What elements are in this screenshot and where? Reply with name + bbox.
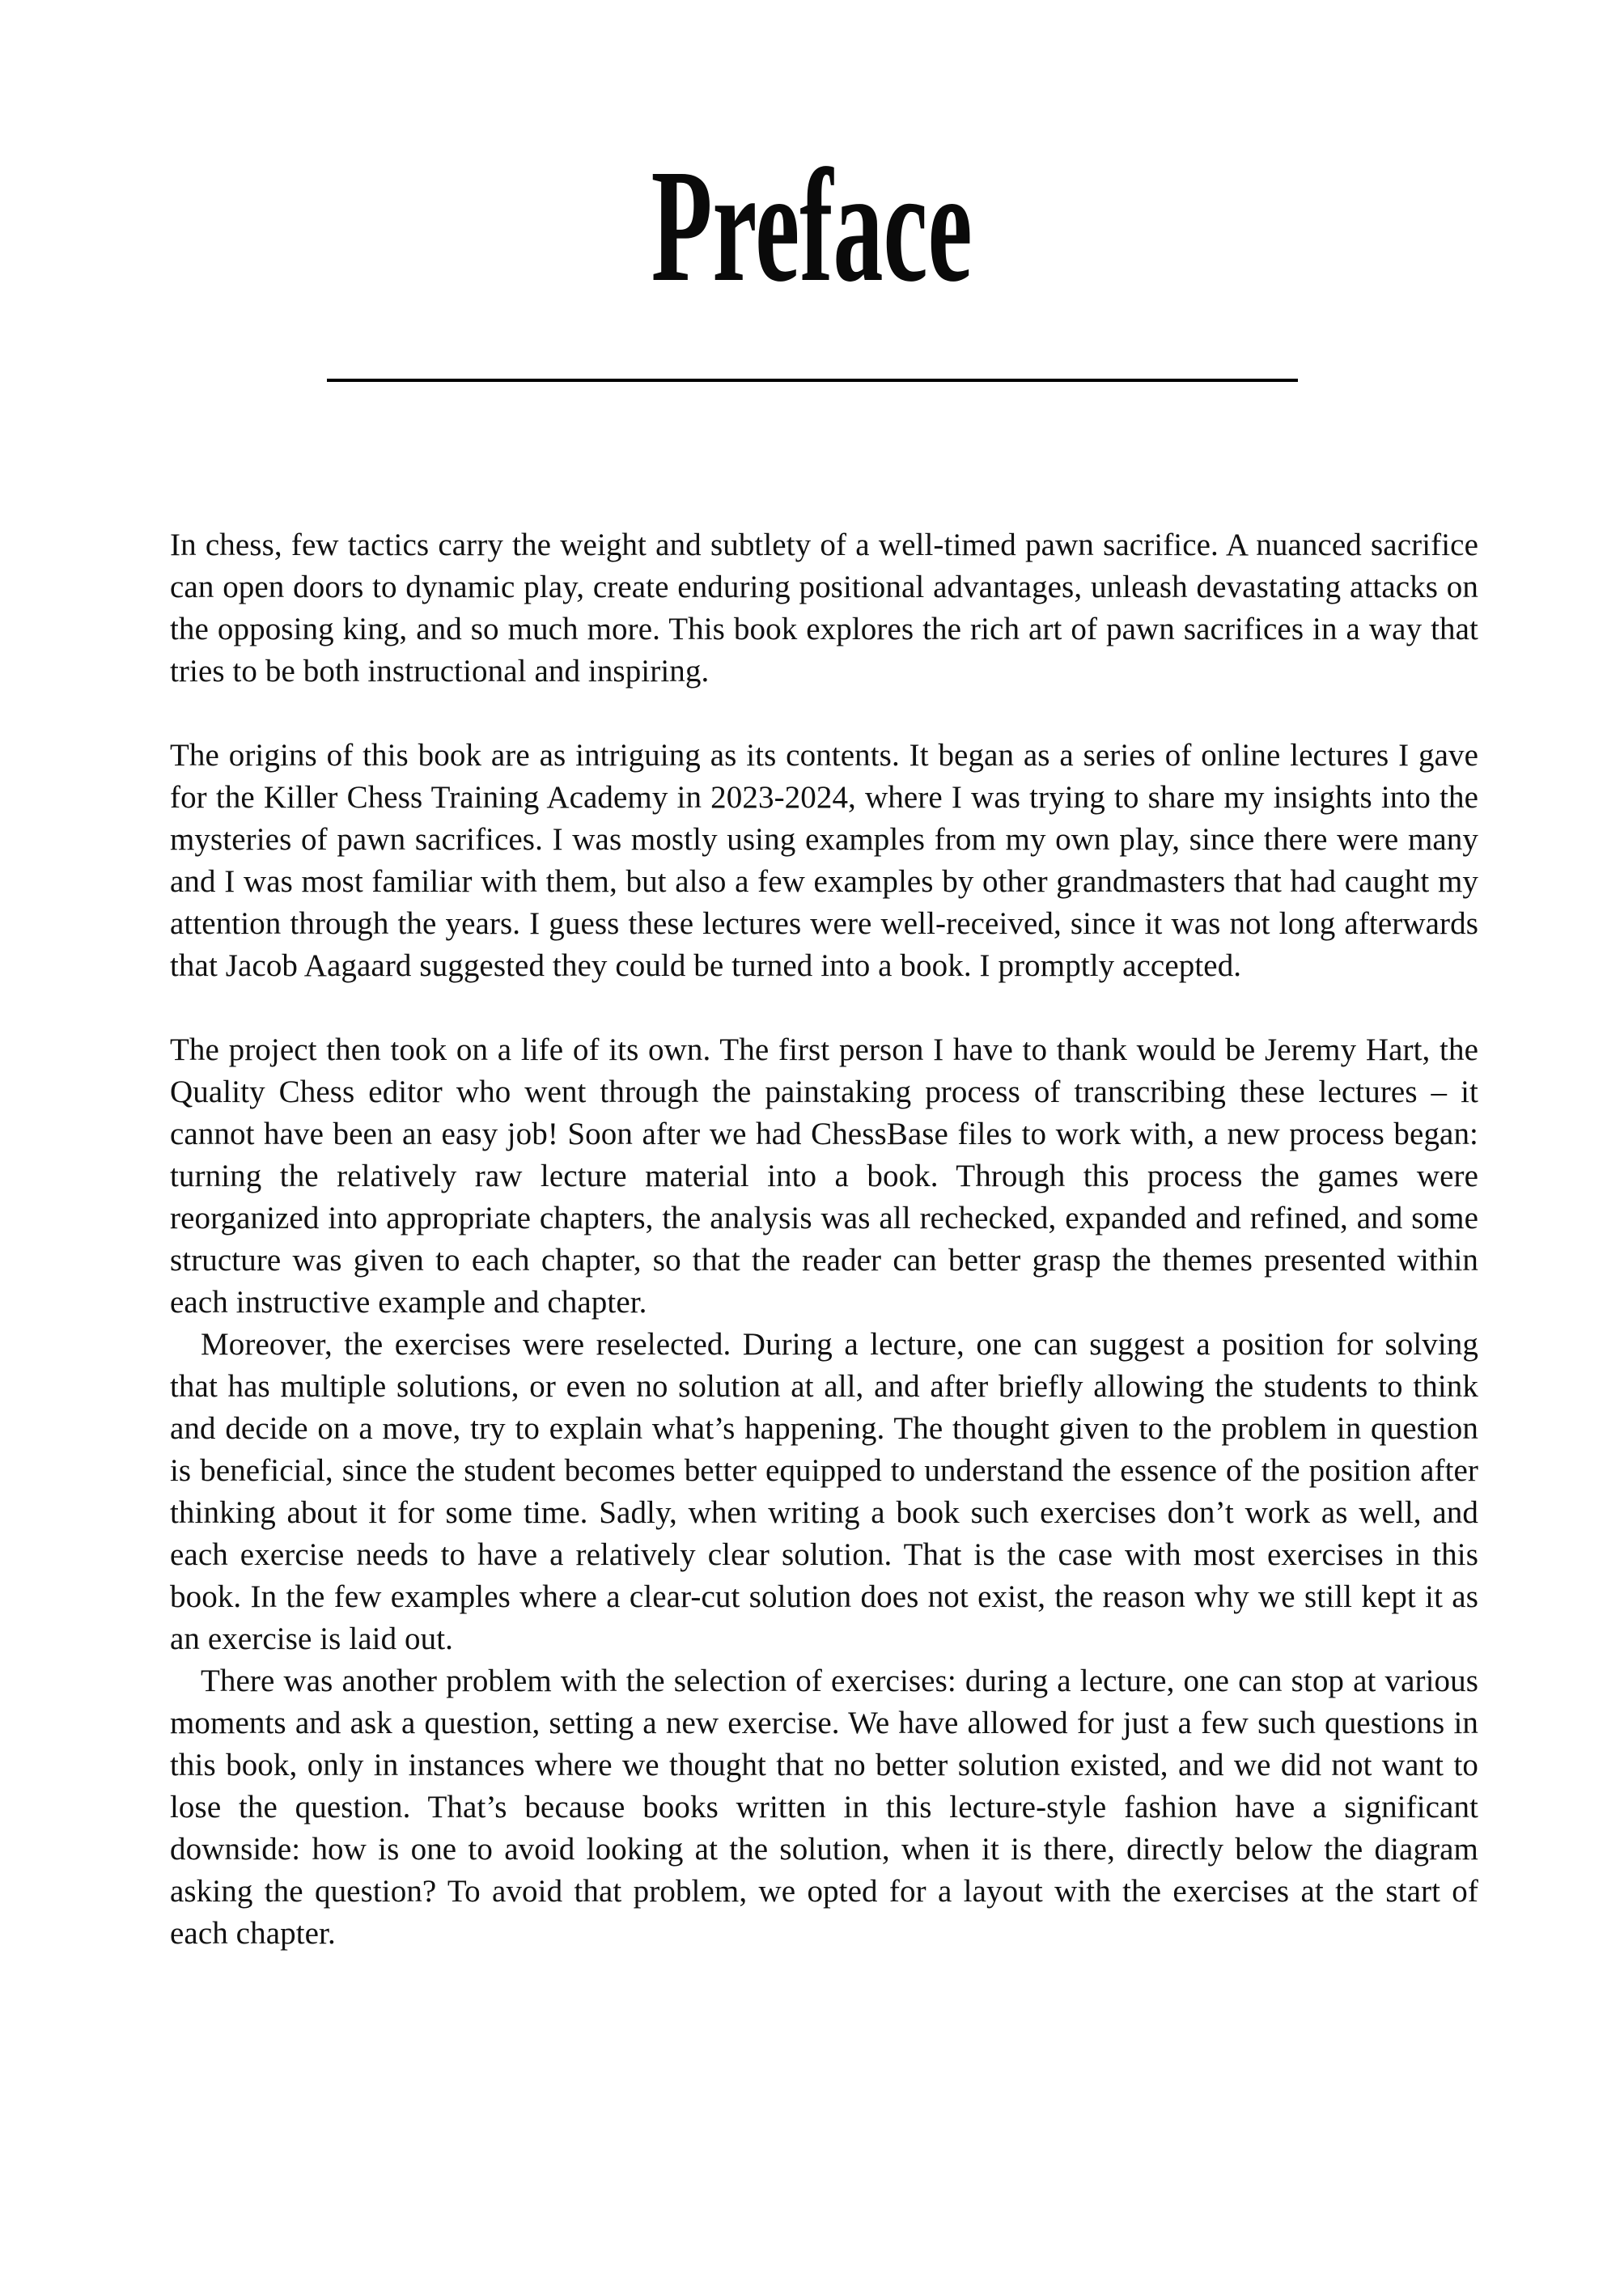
title-divider-rule [327,379,1298,382]
preface-paragraph: There was another problem with the selection of exercises: during a lecture, one can stop at various moments and ask a question, setting a new exercise. We have allowed for just a few such questions in this book, only in instances where we thought that no better solution existed, and we did not want to lose the question. That’s because books written in this lecture-style fashion have a significant downside: how is one to avoid looking at the solution, when it is there, directly below the diagram asking the question? To avoid that problem, we opted for a layout with the exercises at the start of each chapter. [170,1664,1478,1951]
preface-paragraph: The origins of this book are as intriguing as its contents. It began as a series of online lectures I gave for the Killer Chess Training Academy in 2023-2024, where I was trying to share my insights into the mysteries of pawn sacrifices. I was mostly using examples from my own play, since there were many and I was most familiar with them, but also a few examples by other grandmasters that had caught my attention through the years. I guess these lectures were well-received, since it was not long afterwards that Jacob Aagaard suggested they could be turned into a book. I promptly accepted. [170,738,1478,983]
preface-paragraph: Moreover, the exercises were reselected. During a lecture, one can suggest a position for solving that has multiple solutions, or even no solution at all, and after briefly allowing the students to think and decide on a move, try to explain what’s happening. The thought given to the problem in question is beneficial, since the student becomes better equipped to understand the essence of the position after thinking about it for some time. Sadly, when writing a book such exercises don’t work as well, and each exercise needs to have a relatively clear solution. That is the case with most exercises in this book. In the few examples where a clear-cut solution does not exist, the reason why we still kept it as an exercise is laid out. [170,1327,1478,1656]
preface-paragraph: In chess, few tactics carry the weight and subtlety of a well-timed pawn sacrifice. A nuanced sacrifice can open doors to dynamic play, create enduring positional advantages, unleash devastating attacks on the opposing king, and so much more. This book explores the rich art of pawn sacrifices in a way that tries to be both instructional and inspiring. [170,528,1478,689]
page-title: Preface [651,137,973,316]
preface-paragraph: The project then took on a life of its own. The first person I have to thank would be Jeremy Hart, the Quality Chess editor who went through the painstaking process of transcribing these lectures – it cannot have been an easy job! Soon after we had ChessBase files to work with, a new process began: turning the relatively raw lecture material into a book. Through this process the games were reorganized into appropriate chapters, the analysis was all rechecked, expanded and refined, and some structure was given to each chapter, so that the reader can better grasp the themes presented within each instructive example and chapter. [170,1032,1478,1320]
preface-body [170,524,1478,1955]
chapter-title-container [0,137,1624,316]
